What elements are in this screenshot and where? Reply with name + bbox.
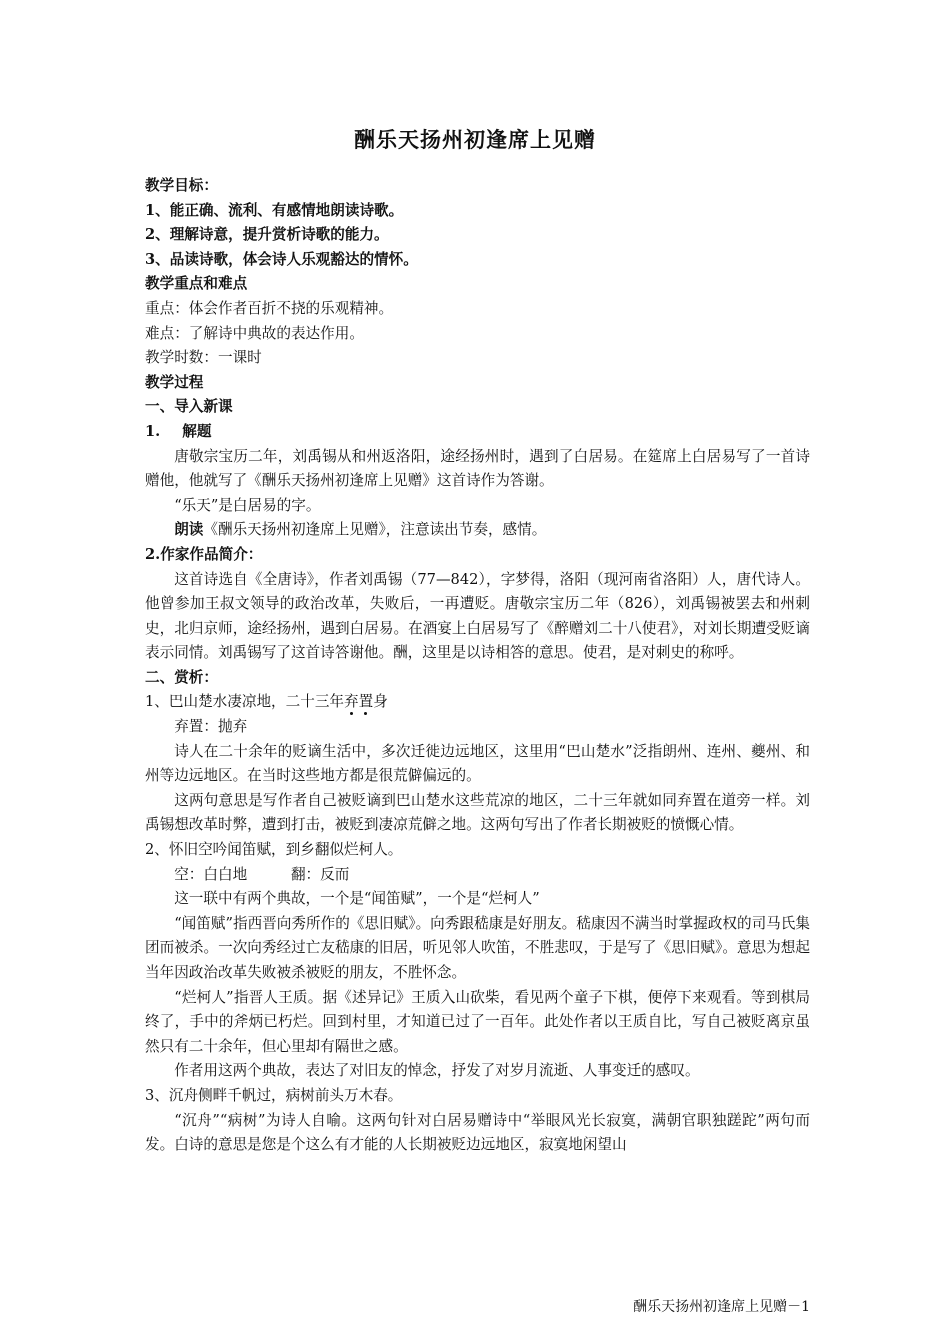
emphasis-char: 置 [358, 693, 374, 711]
gloss: 空：白白地 翻：反而 [174, 865, 350, 883]
paragraph: “沉舟”“病树”为诗人自喻。这两句针对白居易赠诗中“举眼风光长寂寞，满朝官职独蹉跎”两句而发。白诗的意思是您是个这么有才能的人长期被贬边远地区，寂寞地闲望山 [145, 1111, 810, 1154]
difficulty-text: 难点：了解诗中典故的表达作用。 [145, 324, 364, 342]
paragraph: 唐敬宗宝历二年，刘禹锡从和州返洛阳，途经扬州时，遇到了白居易。在筵席上白居易写了一首诗赠他，他就写了《酬乐天扬州初逢席上见赠》这首诗作为答谢。 [145, 447, 810, 490]
paragraph: 这一联中有两个典故，一个是“闻笛赋”，一个是“烂柯人” [174, 890, 540, 908]
document-title: 酬乐天扬州初逢席上见赠 [354, 127, 596, 152]
emphasis-char: 弃 [344, 693, 359, 711]
poem-line-text: 身 [373, 693, 388, 711]
paragraph: “烂柯人”指晋人王质。据《述异记》王质入山砍柴，看见两个童子下棋，便停下来观看。等到棋局终了，手中的斧炳已朽烂。回到村里，才知道已过了一百年。此处作者以王质自比，写自己被贬离京虽然只有二十余年，但心里却有隔世之感。 [145, 988, 810, 1055]
hours-text: 教学时数：一课时 [145, 349, 262, 367]
subsection-title: 解题 [182, 422, 212, 440]
paragraph: “乐天”是白居易的字。 [174, 496, 321, 514]
page-footer: 酬乐天扬州初逢席上见赠－1 [633, 1299, 810, 1315]
poem-line [145, 690, 810, 715]
paragraph: 这首诗选自《全唐诗》，作者刘禹锡（77—842），字梦得，洛阳（现河南省洛阳）人，唐代诗人。他曾参加王叔文领导的政治改革，失败后，一再遭贬。唐敬宗宝历二年（826），刘禹锡被罢去和州刺史，北归京师，途经扬州，遇到白居易。在酒宴上白居易写了《醉赠刘二十八使君》，对刘长期遭受贬谪表示同情。刘禹锡写了这首诗答谢他。酬，这里是以诗相答的意思。使君，是对刺史的称呼。 [145, 570, 810, 662]
poem-line-text: 1、巴山楚水凄凉地，二十三年 [145, 693, 345, 711]
document-body [145, 174, 810, 1158]
paragraph: 诗人在二十余年的贬谪生活中，多次迁徙边远地区，这里用“巴山楚水”泛指朗州、连州、夔州、和州等边远地区。在当时这些地方都是很荒僻偏远的。 [145, 742, 810, 785]
subsection-heading [145, 420, 810, 445]
section-heading: 二、赏析： [145, 668, 218, 686]
read-aloud-label: 朗读 [174, 521, 204, 539]
goal-item: 2、理解诗意，提升赏析诗歌的能力。 [145, 226, 389, 244]
paragraph [145, 518, 810, 543]
process-heading: 教学过程 [145, 373, 204, 391]
goal-item: 1、能正确、流利、有感情地朗读诗歌。 [145, 201, 404, 219]
goals-heading: 教学目标： [145, 177, 218, 194]
poem-line: 3、沉舟侧畔千帆过，病树前头万木春。 [145, 1086, 403, 1104]
focus-heading: 教学重点和难点 [145, 275, 248, 293]
read-aloud-text: 《酬乐天扬州初逢席上见赠》，注意读出节奏，感情。 [203, 521, 547, 539]
subsection-number: 1. [145, 422, 161, 440]
paragraph: 作者用这两个典故，表达了对旧友的悼念，抒发了对岁月流逝、人事变迁的感叹。 [174, 1062, 700, 1080]
paragraph: 这两句意思是写作者自己被贬谪到巴山楚水这些荒凉的地区，二十三年就如同弃置在道旁一样。刘禹锡想改革时弊，遭到打击，被贬到凄凉荒僻之地。这两句写出了作者长期被贬的愤慨心情。 [145, 791, 810, 834]
poem-line: 2、怀旧空吟闻笛赋，到乡翻似烂柯人。 [145, 841, 403, 859]
focus-text: 重点：体会作者百折不挠的乐观精神。 [145, 299, 394, 317]
subsection-heading: 2.作家作品简介： [145, 545, 263, 563]
gloss: 弃置：抛弃 [174, 718, 248, 736]
goal-item: 3、品读诗歌，体会诗人乐观豁达的情怀。 [145, 250, 418, 268]
paragraph: “闻笛赋”指西晋向秀所作的《思旧赋》。向秀跟嵇康是好朋友。嵇康因不满当时掌握政权的司马氏集团而被杀。一次向秀经过亡友嵇康的旧居，听见邻人吹笛，不胜悲叹，于是写了《思旧赋》。意思为想起当年因政治改革失败被杀被贬的朋友，不胜怀念。 [145, 914, 810, 981]
section-heading: 一、导入新课 [145, 398, 233, 416]
